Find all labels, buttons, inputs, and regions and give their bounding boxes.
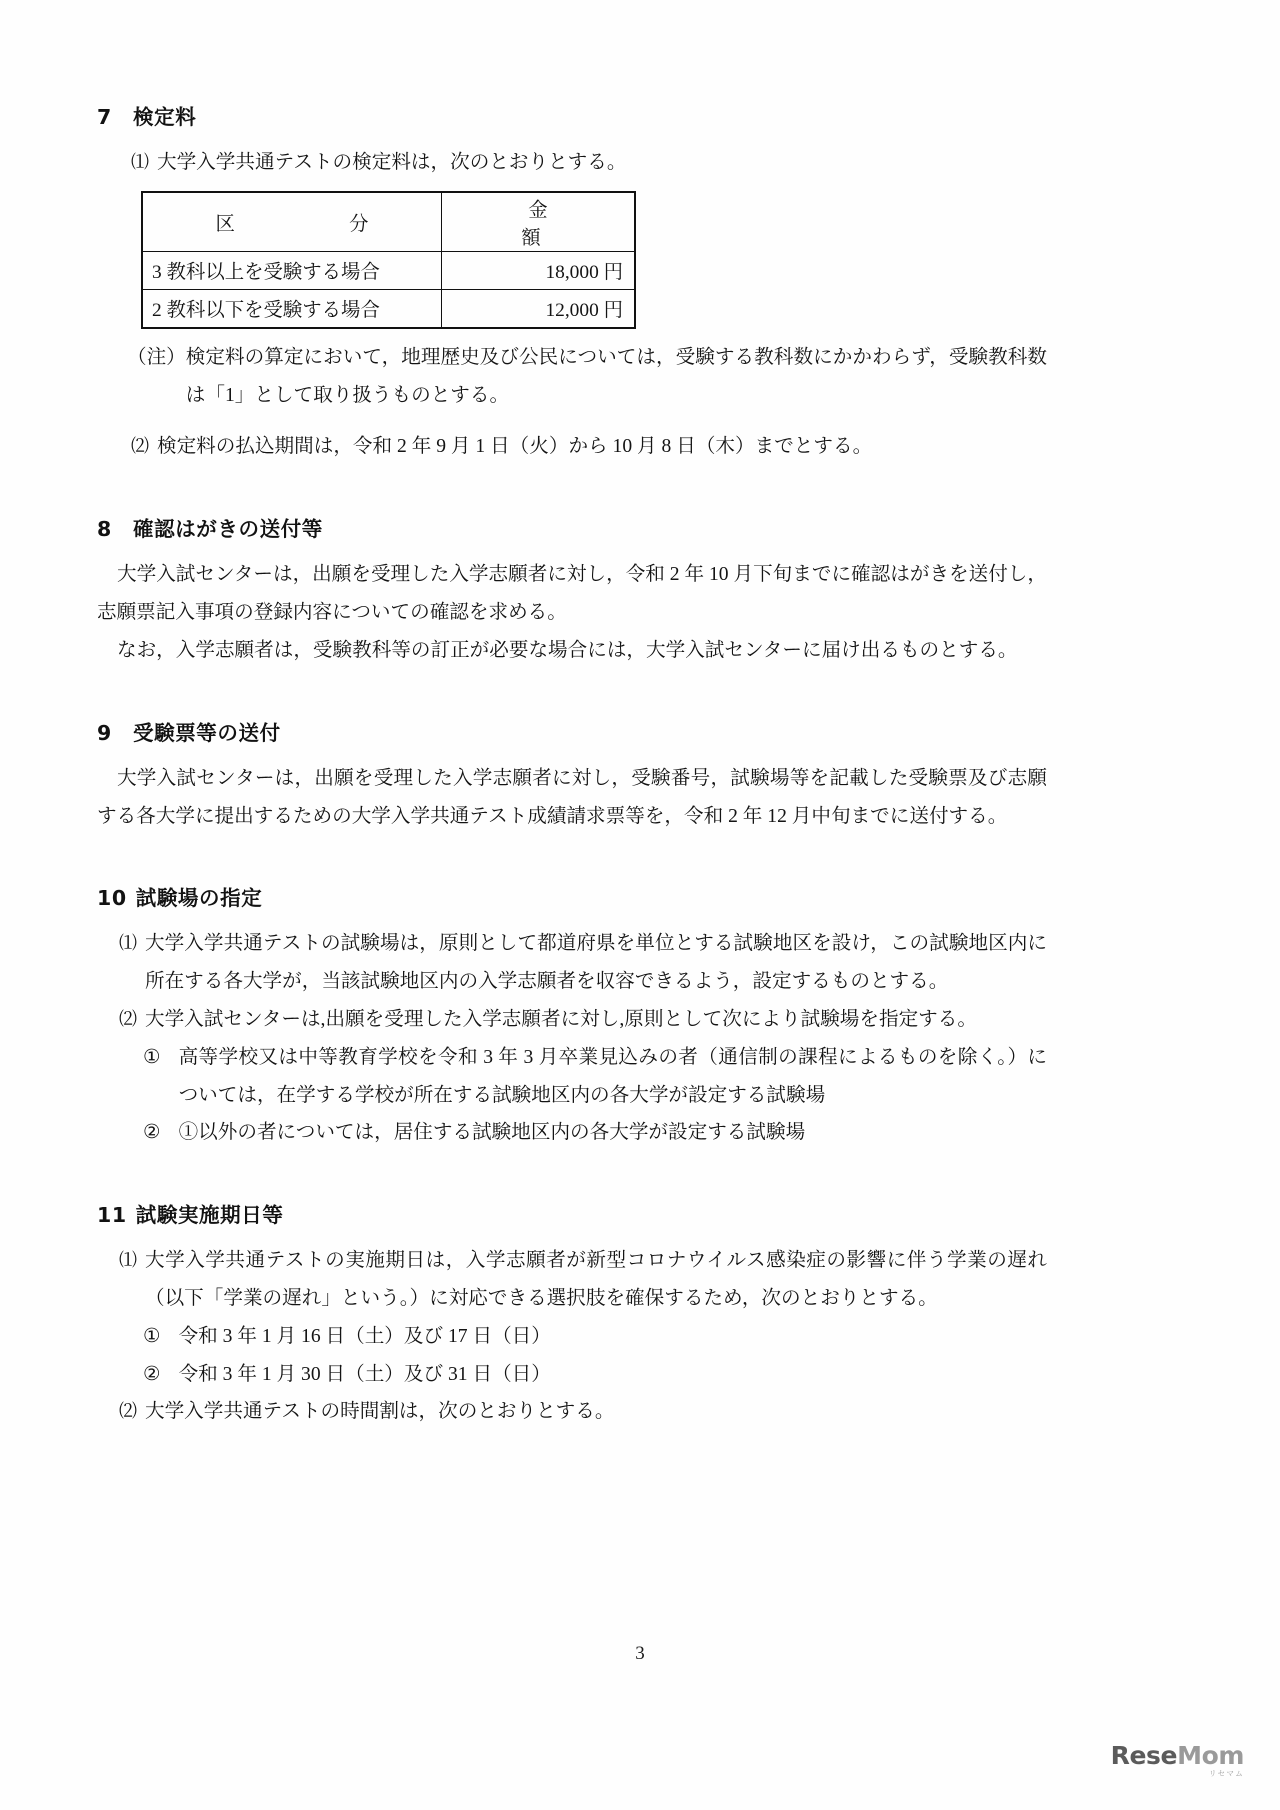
table-cell-division: 2 教科以下を受験する場合 [142, 289, 442, 328]
section-title-11: 試験実施期日等 [135, 1203, 284, 1228]
spacer [97, 1152, 1047, 1198]
watermark-logo-left: Rese [1110, 1741, 1178, 1770]
item-text: ①以外の者については，居住する試験地区内の各大学が設定する試験場 [178, 1122, 806, 1144]
spacer [97, 1228, 1047, 1242]
list-item-10-1 [119, 925, 1047, 1001]
table-header-row [142, 192, 635, 252]
section-title-9: 受験票等の送付 [133, 720, 281, 745]
item-text: 令和 3 年 1 月 30 日（土）及び 31 日（日） [178, 1363, 551, 1385]
paragraph-9-1: 大学入試センターは，出願を受理した入学志願者に対し，受験番号，試験場等を記載した受験票及び志願する各大学に提出するための大学入学共通テスト成績請求票等を，令和 2 年 12 月中旬までに送付する。 [97, 767, 1047, 827]
spacer [97, 670, 1047, 716]
spacer [97, 414, 1047, 428]
table-row [142, 251, 635, 289]
section-heading-7 [97, 100, 1047, 130]
list-item-10-2 [119, 1001, 1047, 1039]
section-title-10: 試験場の指定 [135, 886, 263, 911]
watermark-subtext: リセマム [1208, 1769, 1244, 1778]
section-heading-8 [97, 512, 1047, 542]
item-marker: ⑴ [119, 933, 137, 954]
section-number-8: 8 [97, 517, 112, 542]
table-cell-amount: 12,000 円 [442, 289, 636, 328]
section-number-11: 11 [97, 1203, 127, 1228]
section-title-7: 検定料 [133, 105, 197, 129]
fee-table [141, 191, 662, 329]
spacer [97, 466, 1047, 512]
item-marker-circled-1: ① [143, 1325, 161, 1347]
item-marker: ⑵ [119, 1008, 137, 1029]
list-item-7-1 [131, 144, 1047, 182]
item-marker-circled-1: ① [143, 1046, 161, 1068]
spacer [97, 542, 1047, 556]
list-item-11-2 [119, 1393, 1047, 1431]
sublist-item-10-2 [143, 1114, 1047, 1152]
table-header-amount: 金 額 [521, 199, 662, 249]
item-text: 大学入試センターは,出願を受理した入学志願者に対し,原則として次により試験場を指定する。 [145, 1008, 977, 1030]
sublist-item-11-2 [143, 1356, 1047, 1394]
item-text: 大学入学共通テストの試験場は，原則として都道府県を単位とする試験地区を設け，この試験地区内に所在する各大学が，当該試験地区内の入学志願者を収容できるよう，設定するものとする。 [145, 933, 1047, 993]
item-marker: ⑵ [131, 436, 149, 457]
fee-note [127, 339, 1047, 415]
item-text: 高等学校又は中等教育学校を令和 3 年 3 月卒業見込みの者（通信制の課程によるものを除く。）については，在学する学校が所在する試験地区内の各大学が設定する試験場 [178, 1046, 1047, 1106]
item-marker: ⑴ [131, 152, 149, 172]
section-number-10: 10 [97, 886, 127, 911]
page-number: 3 [635, 1643, 645, 1664]
section-heading-9 [97, 716, 1047, 746]
note-text: 検定料の算定において，地理歴史及び公民については，受験する教科数にかかわらず，受験教科数は「1」として取り扱うものとする。 [185, 346, 1047, 406]
spacer [97, 911, 1047, 925]
note-marker: （注） [127, 346, 186, 368]
watermark-logo-right: Mom [1177, 1741, 1244, 1770]
paragraph-8-2: なお，入学志願者は，受験教科等の訂正が必要な場合には，大学入試センターに届け出るものとする。 [117, 639, 1018, 661]
section-number-9: 9 [97, 720, 112, 745]
table-row [142, 289, 635, 328]
section-number-7: 7 [97, 105, 112, 129]
item-text: 大学入学共通テストの実施期日は，入学志願者が新型コロナウイルス感染症の影響に伴う学業の遅れ（以下「学業の遅れ」という。）に対応できる選択肢を確保するため，次のとおりとする。 [145, 1250, 1047, 1309]
item-marker-circled-2: ② [143, 1122, 161, 1144]
list-item-11-1 [119, 1242, 1047, 1318]
item-text: 検定料の払込期間は，令和 2 年 9 月 1 日（火）から 10 月 8 日（木）までとする。 [157, 436, 873, 458]
item-marker-circled-2: ② [143, 1363, 161, 1385]
item-text: 大学入学共通テストの検定料は，次のとおりとする。 [157, 152, 627, 173]
spacer [97, 835, 1047, 881]
fee-table-wrapper [141, 191, 1047, 329]
table-cell-amount: 18,000 円 [442, 251, 636, 289]
list-item-7-2 [131, 428, 1047, 466]
section-heading-10 [97, 881, 1047, 911]
watermark-logo-text [1111, 1743, 1244, 1768]
item-text: 大学入学共通テストの時間割は，次のとおりとする。 [145, 1401, 615, 1423]
spacer [97, 130, 1047, 144]
table-header-division: 区 分 [215, 213, 383, 235]
spacer [97, 746, 1047, 760]
document-body [97, 100, 1047, 1431]
section-title-8: 確認はがきの送付等 [133, 517, 323, 542]
table-cell-division: 3 教科以上を受験する場合 [142, 251, 442, 289]
sublist-item-11-1 [143, 1318, 1047, 1356]
section-heading-11 [97, 1198, 1047, 1228]
paragraph-8-1: 大学入試センターは，出願を受理した入学志願者に対し，令和 2 年 10 月下旬までに確認はがきを送付し，志願票記入事項の登録内容についての確認を求める。 [97, 564, 1047, 624]
item-marker: ⑴ [119, 1250, 137, 1271]
item-text: 令和 3 年 1 月 16 日（土）及び 17 日（日） [178, 1325, 551, 1347]
sublist-item-10-1 [143, 1039, 1047, 1115]
resemom-watermark [1111, 1743, 1244, 1778]
item-marker: ⑵ [119, 1401, 137, 1422]
